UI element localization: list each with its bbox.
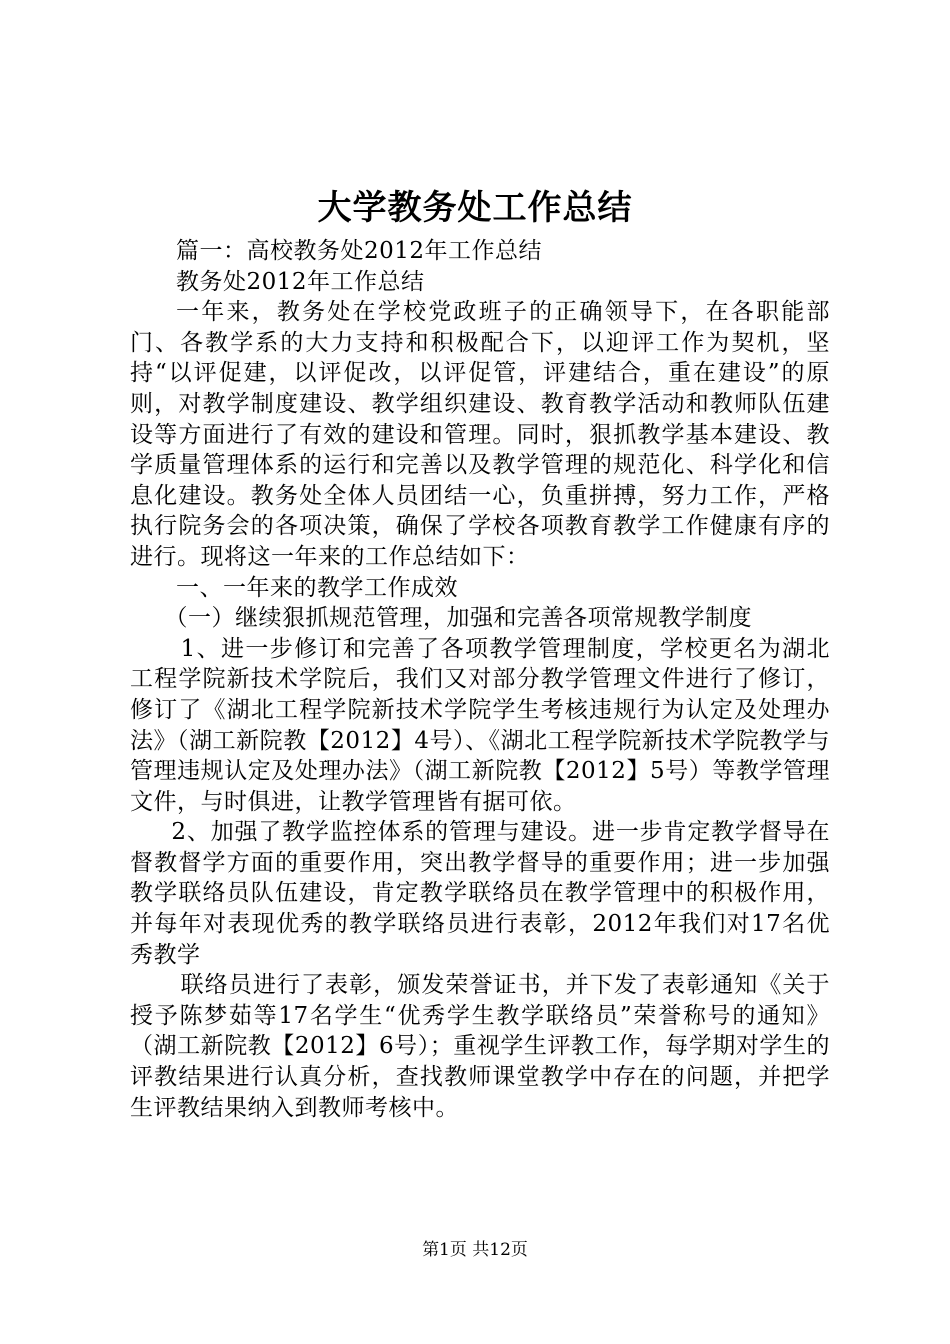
paragraph-subtitle: 教务处2012年工作总结 [176,268,425,295]
page-number: 第1页 共12页 [422,1240,528,1260]
paragraph-section-heading: 一、一年来的教学工作成效 [176,574,458,601]
paragraph-subsection-heading: （一）继续狠抓规范管理，加强和完善各项常规教学制度 [164,605,752,632]
paragraph-item-1: 1、进一步修订和完善了各项教学管理制度，学校更名为湖北工程学院新技术学院后，我们又对部分教学管理文件进行了修订，修订了《湖北工程学院新技术学院学生考核违规行为认定及处理办法》（湖工新院教【2012】4号）、《湖北工程学院新技术学院教学与管理违规认定及处理办法》（湖工新院教【2012】5号）等教学管理文件，与时俱进，让教学管理皆有据可依。 [130,635,830,815]
paragraph-chapter-heading: 篇一：高校教务处2012年工作总结 [176,238,543,264]
paragraph-intro: 一年来，教务处在学校党政班子的正确领导下，在各职能部门、各教学系的大力支持和积极配合下，以迎评工作为契机，坚持“以评促建，以评促改，以评促管，评建结合，重在建设”的原则，对教学制度建设、教学组织建设、教育教学活动和教师队伍建设等方面进行了有效的建设和管理。同时，狠抓教学基本建设、教学质量管理体系的运行和完善以及教学管理的规范化、科学化和信息化建设。教务处全体人员团结一心，负重拼搏，努力工作，严格执行院务会的各项决策，确保了学校各项教育教学工作健康有序的进行。现将这一年来的工作总结如下： [130,299,830,570]
document-body [130,236,830,1123]
document-title: 大学教务处工作总结 [317,188,633,228]
paragraph-item-2-continued: 联络员进行了表彰，颁发荣誉证书，并下发了表彰通知《关于授予陈梦茹等17名学生“优秀学生教学联络员”荣誉称号的通知》（湖工新院教【2012】6号）；重视学生评教工作，每学期对学生的评教结果进行认真分析，查找教师课堂教学中存在的问题，并把学生评教结果纳入到教师考核中。 [130,972,830,1121]
paragraph-item-2: 2、加强了教学监控体系的管理与建设。进一步肯定教学督导在督教督学方面的重要作用，突出教学督导的重要作用；进一步加强教学联络员队伍建设，肯定教学联络员在教学管理中的积极作用，并每年对表现优秀的教学联络员进行表彰，2012年我们对17名优秀教学 [130,819,830,968]
